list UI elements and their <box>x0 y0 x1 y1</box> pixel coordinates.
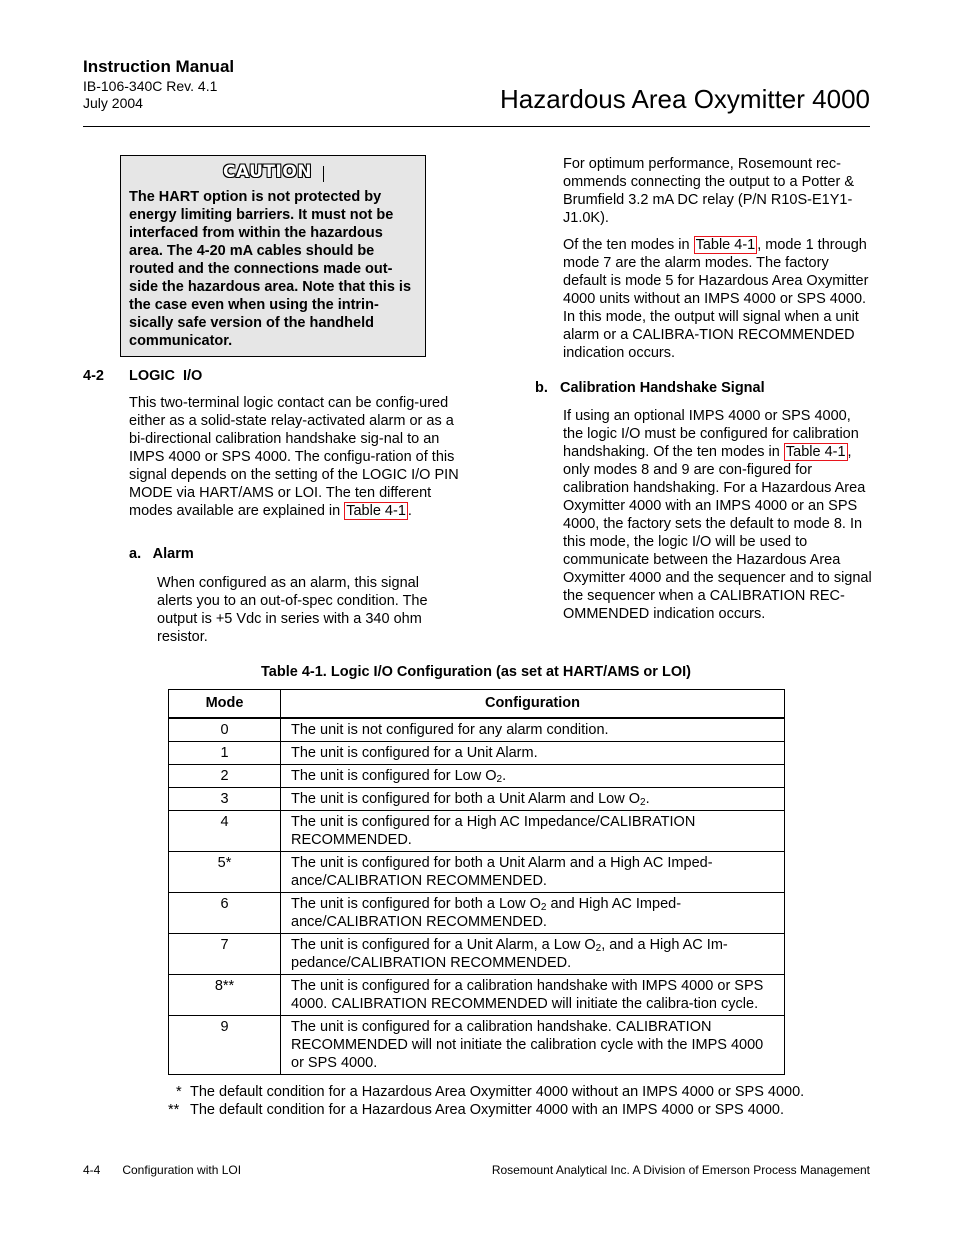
table-reference-link[interactable]: Table 4-1 <box>785 444 846 460</box>
mode-cell: 8** <box>169 975 281 1016</box>
logic-io-table <box>168 689 785 1075</box>
footnote-mark: * <box>176 1084 182 1100</box>
table-row <box>169 811 785 852</box>
page-footer-left <box>83 1163 241 1177</box>
section-title: LOGIC I/O <box>129 368 203 384</box>
mode-cell: 7 <box>169 934 281 975</box>
footnote-text: The default condition for a Hazardous Area Oxymitter 4000 with an IMPS 4000 or SPS 4000. <box>190 1102 785 1118</box>
configuration-cell: The unit is configured for both a Low $O_2$ and High AC Imped-ance/CALIBRATION RECOMMENDED. <box>281 893 785 934</box>
manual-label: Instruction Manual <box>83 57 235 76</box>
configuration-cell: The unit is configured for both a Unit Alarm and a High AC Imped-ance/CALIBRATION RECOMMENDED. <box>281 852 785 893</box>
table-row <box>169 1016 785 1075</box>
table-row <box>169 742 785 765</box>
section-intro-text: This two-terminal logic contact can be config-ured either as a solid-state relay-activated alarm or as a bi-directional calibration handshake sig-nal to an IMPS 4000 or SPS 4000. The configu-ration of this signal depends on the setting of the LOGIC I/O PIN MODE via HART/AMS or LOI. The ten different modes available are explained in <box>129 395 459 519</box>
table-row <box>169 718 785 742</box>
alarm-modes-paragraph <box>563 236 873 362</box>
alarm-modes-text-end: , mode 1 through mode 7 are the alarm modes. The factory default is mode 5 for Hazardous Area Oxymitter 4000 units without an IMPS 4000 or SPS 4000. In this mode, the output will signal when a unit alarm or a CALIBRA-TION RECOMMENDED indication occurs. <box>563 237 869 361</box>
column-header-mode: Mode <box>169 690 281 719</box>
handshake-heading: b. Calibration Handshake Signal <box>535 380 765 396</box>
table-header-row <box>169 690 785 719</box>
configuration-cell: The unit is configured for Low $O_2$. <box>281 765 785 788</box>
caution-label-divider <box>323 166 324 182</box>
section-intro <box>129 394 469 520</box>
table-row <box>169 788 785 811</box>
alarm-heading: a. Alarm <box>129 546 194 562</box>
page-number: 4-4 <box>83 1163 101 1177</box>
table-reference-link[interactable]: Table 4-1 <box>346 503 406 519</box>
mode-cell: 3 <box>169 788 281 811</box>
footer-section: Configuration with LOI <box>122 1163 242 1177</box>
section-intro-end: . <box>407 503 412 519</box>
configuration-cell: The unit is configured for a calibration handshake. CALIBRATION RECOMMENDED will not initiate the calibration cycle with the IMPS 4000 or SPS 4000. <box>281 1016 785 1075</box>
section-number: 4-2 <box>83 368 104 384</box>
table-row <box>169 852 785 893</box>
column-header-configuration: Configuration <box>281 690 785 719</box>
mode-cell: 1 <box>169 742 281 765</box>
footnote-single-star <box>176 1084 804 1100</box>
mode-cell: 6 <box>169 893 281 934</box>
document-revision: IB-106-340C Rev. 4.1 <box>83 78 218 94</box>
configuration-cell: The unit is configured for a calibration handshake with IMPS 4000 or SPS 4000. CALIBRATION RECOMMENDED will initiate the calibra-tion cycle. <box>281 975 785 1016</box>
configuration-cell: The unit is configured for a Unit Alarm, a Low $O_2$, and a High AC Im-pedance/CALIBRATION RECOMMENDED. <box>281 934 785 975</box>
caution-box <box>120 155 426 357</box>
configuration-cell: The unit is not configured for any alarm condition. <box>281 718 785 742</box>
handshake-text-end: , only modes 8 and 9 are con-figured for calibration handshaking. For a Hazardous Area Oxymitter 4000 with an IMPS 4000 or an SPS 4000, the factory sets the default to mode 8. In this mode, the logic I/O will be used to communicate between the Hazardous Area Oxymitter 4000 and the sequencer and to signal the sequencer when a CALIBRATION REC-OMMENDED indication occurs. <box>563 444 872 622</box>
configuration-cell: The unit is configured for a Unit Alarm. <box>281 742 785 765</box>
relay-recommendation: For optimum performance, Rosemount rec-ommends connecting the output to a Potter & Brumfield 3.2 mA DC relay (P/N R10S-E1Y1-J1.0K). <box>563 156 854 226</box>
alarm-modes-text: Of the ten modes in <box>563 237 694 253</box>
mode-cell: 4 <box>169 811 281 852</box>
footnote-mark: ** <box>168 1102 180 1118</box>
mode-cell: 0 <box>169 718 281 742</box>
table-reference-link[interactable]: Table 4-1 <box>695 237 756 253</box>
caution-label: CAUTION <box>223 162 313 182</box>
table-row <box>169 893 785 934</box>
table-row <box>169 975 785 1016</box>
table-row <box>169 765 785 788</box>
handshake-paragraph <box>563 407 873 623</box>
table-row <box>169 934 785 975</box>
caution-text: The HART option is not protected by energy limiting barriers. It must not be interfaced from within the hazardous area. The 4-20 mA cables should be routed and the connections made out-side the hazardous area. Note that this is the case even when using the intrin-sically safe version of the handheld communicator. <box>129 189 412 349</box>
configuration-cell: The unit is configured for both a Unit Alarm and Low $O_2$. <box>281 788 785 811</box>
mode-cell: 9 <box>169 1016 281 1075</box>
footer-company: Rosemount Analytical Inc. A Division of Emerson Process Management <box>491 1163 870 1177</box>
table-caption: Table 4-1. Logic I/O Configuration (as set at HART/AMS or LOI) <box>261 664 691 680</box>
product-title: Hazardous Area Oxymitter 4000 <box>500 84 870 114</box>
alarm-text: When configured as an alarm, this signal alerts you to an out-of-spec condition. The output is +5 Vdc in series with a 340 ohm resistor. <box>157 575 428 645</box>
handshake-text: If using an optional IMPS 4000 or SPS 4000, the logic I/O must be configured for calibration handshaking. Of the ten modes in <box>563 408 859 460</box>
footnote-text: The default condition for a Hazardous Area Oxymitter 4000 without an IMPS 4000 or SPS 4000. <box>190 1084 805 1100</box>
mode-cell: 2 <box>169 765 281 788</box>
header-rule <box>83 126 870 127</box>
mode-cell: 5* <box>169 852 281 893</box>
footnote-double-star <box>168 1102 784 1118</box>
document-date: July 2004 <box>83 95 143 111</box>
configuration-cell: The unit is configured for a High AC Impedance/CALIBRATION RECOMMENDED. <box>281 811 785 852</box>
